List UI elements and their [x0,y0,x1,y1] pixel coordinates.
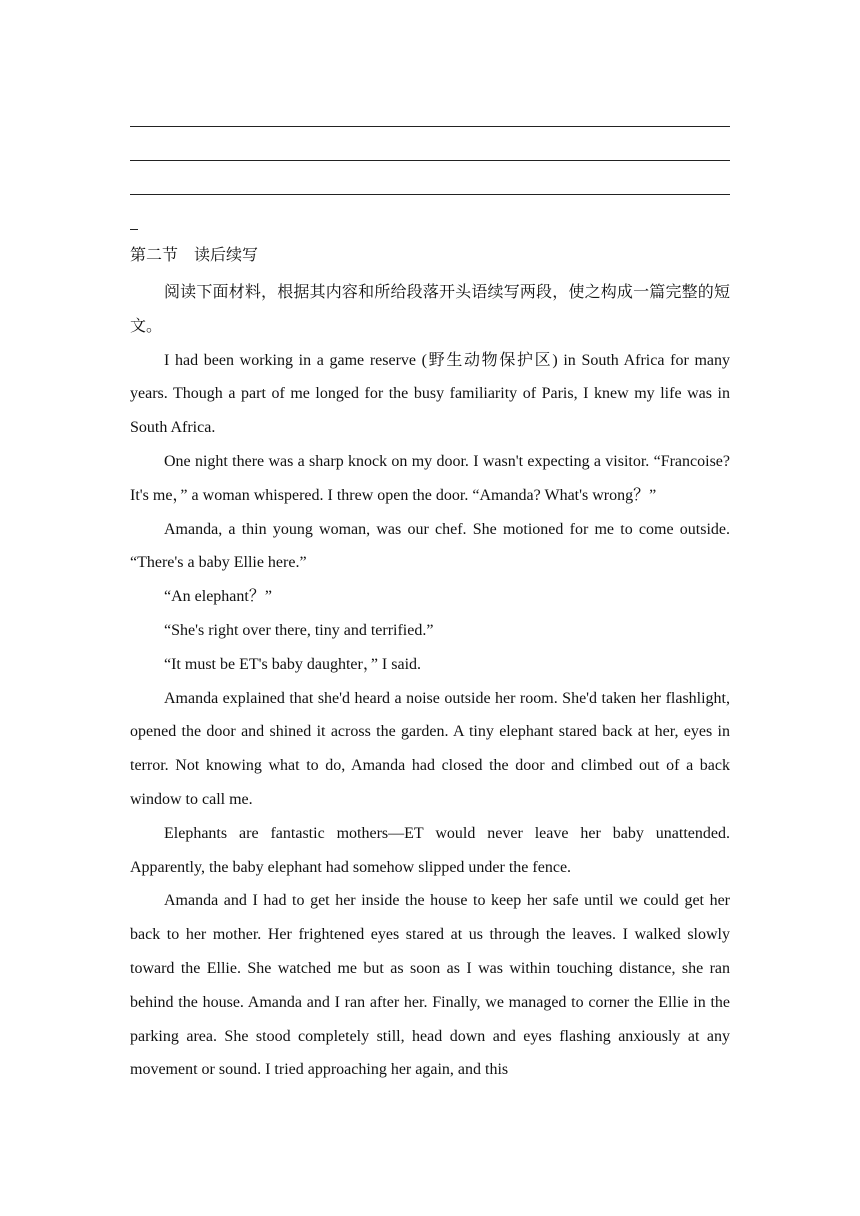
paragraph: One night there was a sharp knock on my door. I wasn't expecting a visitor. “Francoise? It's me，” a woman whispered. I threw open the door. “Amanda? What's wrong？” [130,452,730,504]
section-number: 第二节 [130,247,179,264]
paragraph: Elephants are fantastic mothers—ET would never leave her baby unattended. Apparently, the baby elephant had somehow slipped under the fence. [130,824,730,876]
answer-line [130,126,730,127]
answer-line [130,194,730,195]
section-name: 读后续写 [194,247,259,264]
paragraph: Amanda and I had to get her inside the house to keep her safe until we could get her back to her mother. Her frightened eyes stared at us through the leaves. I walked slowly toward the Ellie. She watched me but as soon as I was within touching distance, she ran behind the house. Amanda and I ran after her. Finally, we managed to corner the Ellie in the parking area. She stood completely still, head down and eyes flashing anxiously at any movement or sound. I tried approaching her again, and this [130,892,730,1079]
paragraph: “She's right over there, tiny and terrified.” [164,621,434,639]
instruction-text: 阅读下面材料，根据其内容和所给段落开头语续写两段，使之构成一篇完整的短文。 [130,284,730,335]
section-heading [130,244,258,268]
paragraph: Amanda, a thin young woman, was our chef. She motioned for me to come outside. “There's a baby Ellie here.” [130,520,730,572]
paragraph: I had been working in a game reserve (野生动物保护区) in South Africa for many years. Though a part of me longed for the busy familiarity of Paris, I knew my life was in South Africa. [130,351,730,437]
paragraph: “An elephant？” [164,588,272,606]
paragraph: Amanda explained that she'd heard a noise outside her room. She'd taken her flashlight, opened the door and shined it across the garden. A tiny elephant stared back at her, eyes in terror. Not knowing what to do, Amanda had closed the door and climbed out of a back window to call me. [130,689,730,808]
answer-line [130,160,730,161]
answer-line-end [130,229,138,230]
passage [130,276,730,1087]
paragraph: “It must be ET's baby daughter，” I said. [164,655,422,673]
